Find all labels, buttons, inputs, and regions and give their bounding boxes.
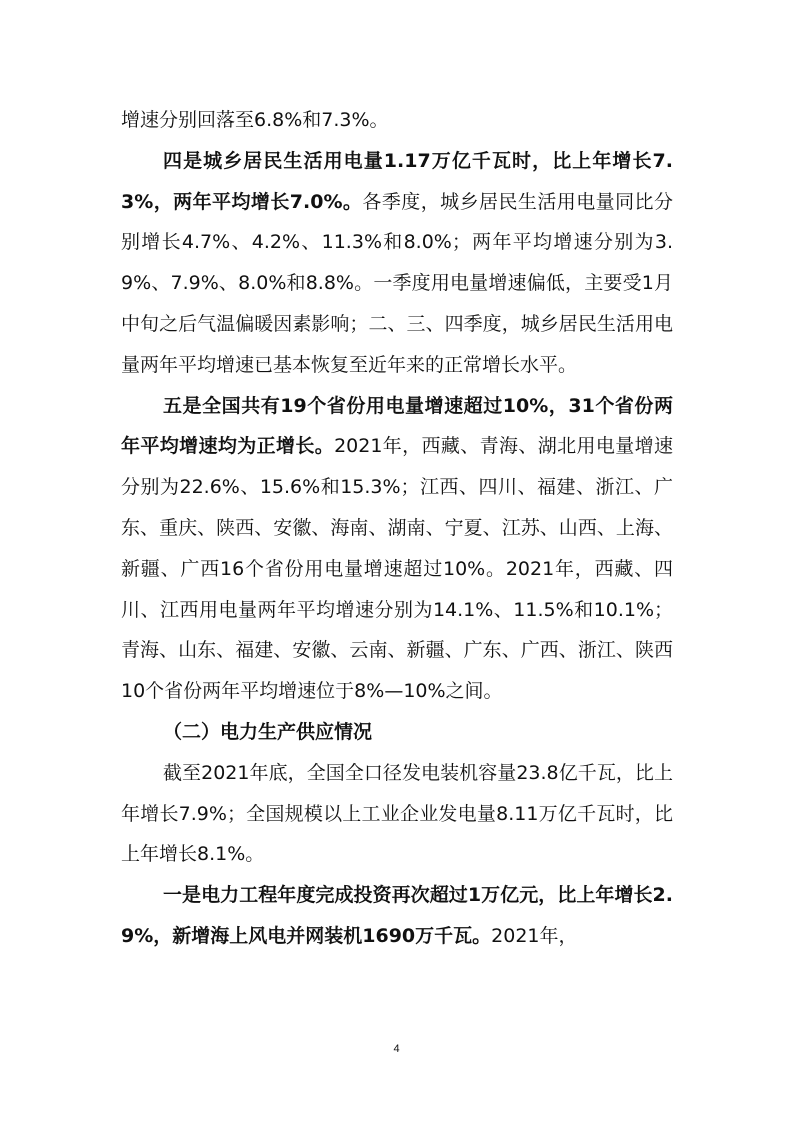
page-number: 4 — [393, 1043, 400, 1055]
paragraph-text: 截至2021年底，全国全口径发电装机容量23.8亿千瓦，比上年增长7.9%；全国规模以上工业企业发电量8.11万亿千瓦时，比上年增长8.1%。 — [121, 761, 673, 866]
paragraph-installed-capacity — [121, 753, 673, 875]
paragraph-provincial-growth — [121, 386, 673, 712]
paragraph-text: 2021年，西藏、青海、湖北用电量增速分别为22.6%、15.6%和15.3%；江西、四川、福建、浙江、广东、重庆、陕西、安徽、海南、湖南、宁夏、江苏、山西、上海、新疆、广西16个省份用电量增速超过10%。2021年，西藏、四川、江西用电量两年平均增速分别为14.1%、11.5%和10.1%；青海、山东、福建、安徽、云南、新疆、广东、广西、浙江、陕西10个省份两年平均增速位于8%—10%之间。 — [121, 435, 673, 703]
paragraph-investment — [121, 875, 673, 957]
paragraph-continuation — [121, 100, 673, 141]
section-heading: （二）电力生产供应情况 — [163, 720, 373, 743]
paragraph-residential-electricity — [121, 141, 673, 386]
paragraph-lead: 四是城乡居民生活用电量1.17万亿千瓦时，比上年增长7.3%，两年平均增长7.0%。 — [121, 149, 673, 213]
paragraph-text: 2021年， — [491, 924, 578, 947]
paragraph-text: 增速分别回落至6.8%和7.3%。 — [121, 109, 389, 131]
paragraph-lead: 五是全国共有19个省份用电量增速超过10%，31个省份两年平均增速均为正增长。 — [121, 394, 673, 458]
paragraph-lead: 一是电力工程年度完成投资再次超过1万亿元，比上年增长2.9%，新增海上风电并网装机1690万千瓦。 — [121, 884, 673, 947]
page-body — [121, 100, 673, 957]
paragraph-text: 各季度，城乡居民生活用电量同比分别增长4.7%、4.2%、11.3%和8.0%；两年平均增速分别为3.9%、7.9%、8.0%和8.8%。一季度用电量增速偏低，主要受1月中旬之后气温偏暖因素影响；二、三、四季度，城乡居民生活用电量两年平均增速已基本恢复至近年来的正常增长水平。 — [121, 190, 673, 376]
